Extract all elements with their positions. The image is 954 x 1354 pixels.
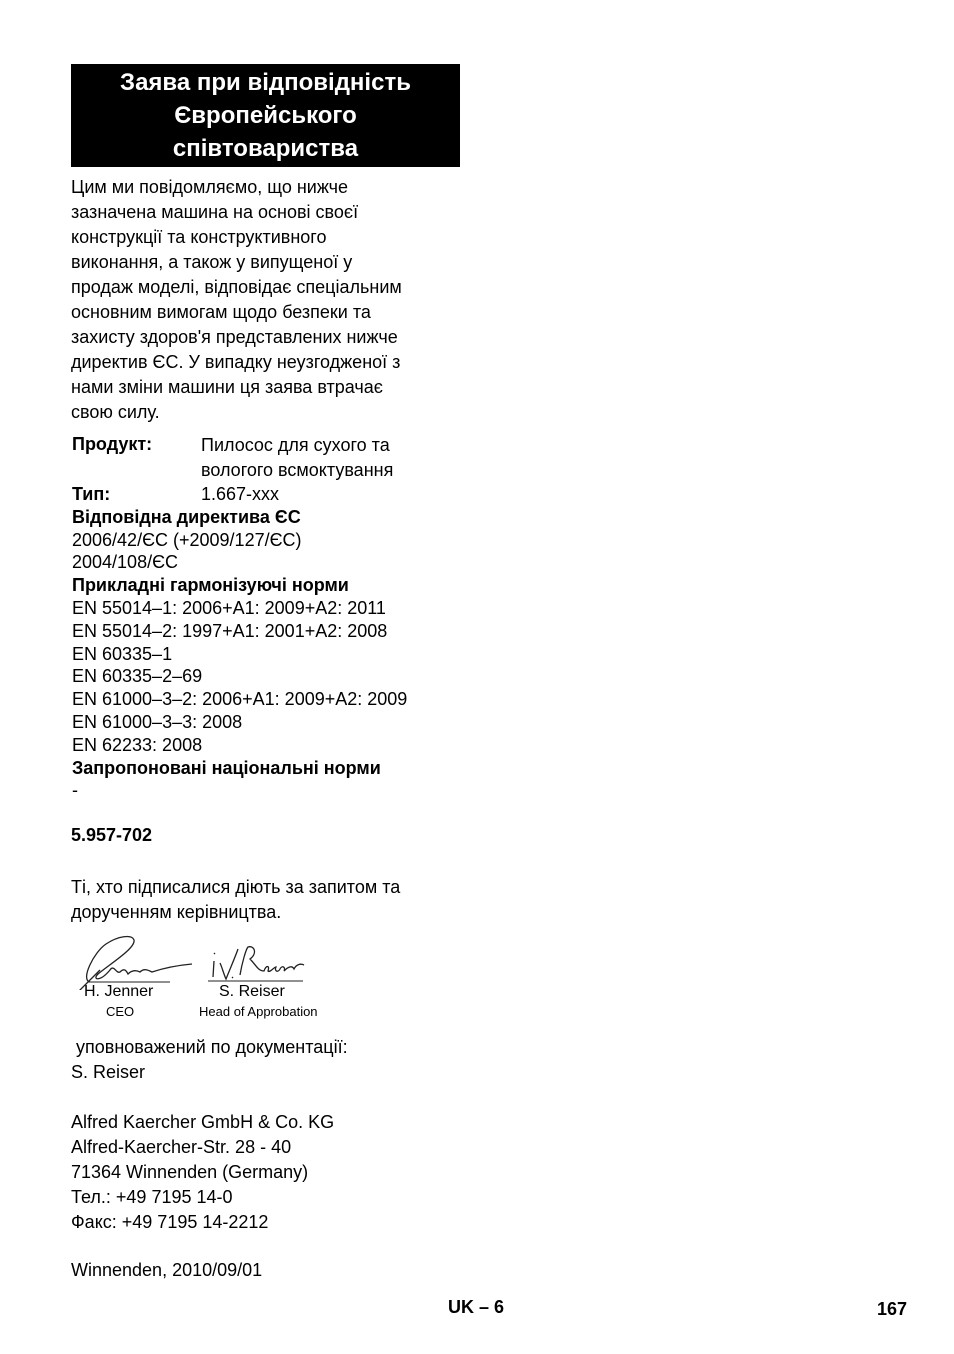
type-value: 1.667-xxx [201,484,280,504]
intro-line: захисту здоров'я представлених нижче [71,327,398,347]
authorized-line: S. Reiser [71,1062,146,1082]
signers-line: дорученням керівництва. [71,902,282,922]
signers-line: Ті, хто підписалися діють за запитом та [71,877,401,897]
directive-item: 2004/108/ЄС [72,552,179,573]
intro-line: нами зміни машини ця заява втрачає [71,377,383,397]
harmonized-heading: Прикладні гармонізуючі норми [72,575,349,596]
harmonized-item: EN 55014–2: 1997+A1: 2001+A2: 2008 [72,620,388,641]
signer-name-reiser: S. Reiser [219,983,285,1000]
authorized-documentation [71,1035,348,1085]
signer-role-reiser: Head of Approbation [199,1004,318,1019]
product-value [201,433,393,483]
address-line: Тел.: +49 7195 14-0 [71,1187,233,1207]
directives-heading: Відповідна директива ЄС [72,506,301,527]
signature-area [70,930,350,1025]
address-line: 71364 Winnenden (Germany) [71,1162,309,1182]
harmonized-item: EN 60335–2–69 [72,666,203,687]
address-line: Факс: +49 7195 14-2212 [71,1212,269,1232]
page-number: 167 [877,1299,908,1319]
signature-jenner-image [70,930,200,990]
signer-role-jenner: CEO [106,1004,135,1019]
type-label: Тип: [72,484,111,504]
product-value-line: Пилосос для сухого та [201,435,390,455]
product-label: Продукт: [72,434,153,454]
signer-name-jenner: H. Jenner [84,983,154,1000]
specification-block [72,433,472,802]
harmonized-item: EN 55014–1: 2006+A1: 2009+A2: 2011 [72,597,386,618]
declaration-title [71,64,460,167]
intro-line: свою силу. [71,402,160,422]
intro-line: виконання, а також у випущеної у [71,252,353,272]
intro-line: конструкції та конструктивного [71,227,327,247]
harmonized-item: EN 61000–3–3: 2008 [72,711,243,732]
document-number: 5.957-702 [71,825,153,845]
harmonized-item: EN 60335–1 [72,643,173,664]
intro-line: Цим ми повідомляємо, що нижче [71,177,349,197]
type-row [72,483,472,506]
intro-line: основним вимогам щодо безпеки та [71,302,371,322]
national-heading: Запропоновані національні норми [72,757,381,778]
product-value-line: вологого всмоктування [201,460,394,480]
national-value: - [72,780,78,801]
intro-paragraph [71,175,463,425]
address-line: Alfred-Kaercher-Str. 28 - 40 [71,1137,292,1157]
signers-statement [71,875,400,925]
title-line-2: Європейського [174,102,357,129]
intro-line: директив ЄС. У випадку неузгодженої з [71,352,401,372]
harmonized-item: EN 62233: 2008 [72,734,203,755]
company-address [71,1110,334,1235]
intro-line: зазначена машина на основі своєї [71,202,359,222]
intro-line: продаж моделі, відповідає спеціальним [71,277,402,297]
title-line-1: Заява при відповідність [120,69,411,96]
directive-item: 2006/42/ЄС (+2009/127/ЄС) [72,529,302,550]
product-row [72,433,472,483]
address-line: Alfred Kaercher GmbH & Co. KG [71,1112,335,1132]
authorized-line: уповноважений по документації: [71,1037,348,1057]
place-and-date: Winnenden, 2010/09/01 [71,1260,263,1280]
footer-section-code: UK – 6 [448,1297,505,1317]
title-line-3: співтовариства [172,135,359,162]
harmonized-item: EN 61000–3–2: 2006+A1: 2009+A2: 2009 [72,689,408,710]
